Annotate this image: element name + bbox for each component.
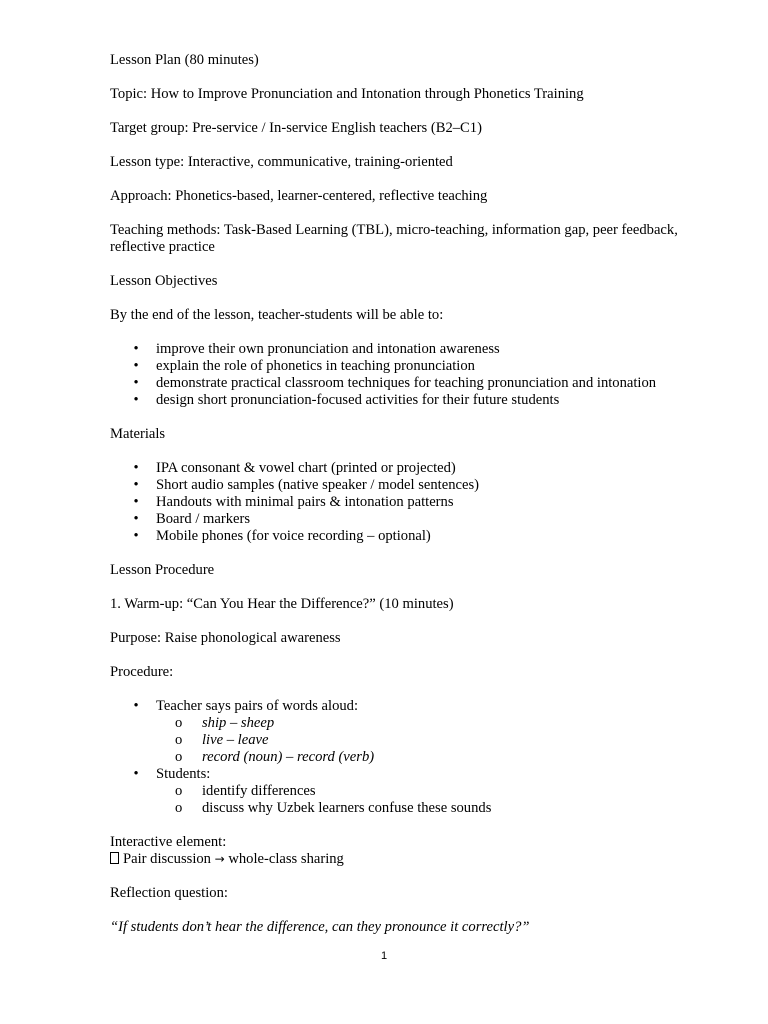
lesson-type-line: Lesson type: Interactive, communicative, training-oriented (110, 154, 453, 170)
bullet-icon: • (133, 766, 139, 782)
list-item (110, 375, 700, 392)
sub-bullet-icon: o (175, 783, 183, 799)
bullet-icon: • (133, 341, 139, 357)
objectives-list (110, 341, 700, 409)
objectives-heading: Lesson Objectives (110, 273, 218, 289)
procedure-list (110, 698, 700, 817)
student-task: discuss why Uzbek learners confuse these sounds (202, 800, 492, 816)
bullet-icon: • (133, 392, 139, 408)
word-pairs-list (156, 715, 700, 766)
bullet-icon: • (133, 511, 139, 527)
list-item (110, 392, 700, 409)
teaching-methods-line: Teaching methods: Task-Based Learning (TBL), micro-teaching, information gap, peer feedback, reflective practice (110, 222, 678, 255)
material-text: Mobile phones (for voice recording – optional) (156, 528, 431, 544)
objectives-intro: By the end of the lesson, teacher-students will be able to: (110, 307, 444, 323)
list-item (110, 766, 700, 817)
bullet-icon: • (133, 494, 139, 510)
page-number: 1 (380, 950, 388, 962)
bullet-icon: • (133, 698, 139, 714)
interactive-part-a: Pair discussion (123, 851, 211, 867)
interactive-part-b: whole-class sharing (228, 851, 344, 867)
list-item (110, 460, 700, 477)
student-tasks-list (156, 783, 700, 817)
sub-bullet-icon: o (175, 749, 183, 765)
bullet-icon: • (133, 460, 139, 476)
sub-bullet-icon: o (175, 715, 183, 731)
purpose-line: Purpose: Raise phonological awareness (110, 630, 341, 646)
sub-bullet-icon: o (175, 800, 183, 816)
materials-heading: Materials (110, 426, 166, 442)
warmup-title: 1. Warm-up: “Can You Hear the Difference?” (10 minutes) (110, 596, 454, 612)
list-item (110, 511, 700, 528)
reflection-label: Reflection question: (110, 885, 228, 901)
procedure-label: Procedure: (110, 664, 174, 680)
bullet-icon: • (133, 358, 139, 374)
procedure-heading: Lesson Procedure (110, 562, 215, 578)
approach-line: Approach: Phonetics-based, learner-centered, reflective teaching (110, 188, 488, 204)
student-task: identify differences (202, 783, 316, 799)
objective-text: design short pronunciation-focused activities for their future students (156, 392, 560, 408)
teacher-item-text: Teacher says pairs of words aloud: (156, 698, 359, 714)
reflection-question: “If students don’t hear the difference, can they pronounce it correctly?” (110, 919, 530, 935)
list-item (110, 494, 700, 511)
interactive-line (110, 851, 700, 868)
material-text: IPA consonant & vowel chart (printed or projected) (156, 460, 456, 476)
topic-line: Topic: How to Improve Pronunciation and Intonation through Phonetics Training (110, 86, 584, 102)
list-item (110, 477, 700, 494)
bullet-icon: • (133, 528, 139, 544)
word-pair: live – leave (202, 732, 269, 748)
bullet-icon: • (133, 477, 139, 493)
list-item (156, 749, 700, 766)
list-item (110, 698, 700, 766)
arrow-right-icon: → (214, 852, 225, 866)
material-text: Short audio samples (native speaker / model sentences) (156, 477, 479, 493)
interactive-label: Interactive element: (110, 834, 227, 850)
list-item (110, 358, 700, 375)
missing-glyph-icon (110, 852, 119, 864)
bullet-icon: • (133, 375, 139, 391)
materials-list (110, 460, 700, 545)
document-page (110, 52, 700, 953)
word-pair: ship – sheep (202, 715, 275, 731)
material-text: Handouts with minimal pairs & intonation patterns (156, 494, 454, 510)
list-item (156, 783, 700, 800)
list-item (156, 800, 700, 817)
list-item (156, 732, 700, 749)
list-item (110, 528, 700, 545)
list-item (156, 715, 700, 732)
lesson-plan-title: Lesson Plan (80 minutes) (110, 52, 259, 68)
target-group-line: Target group: Pre-service / In-service English teachers (B2–C1) (110, 120, 482, 136)
sub-bullet-icon: o (175, 732, 183, 748)
material-text: Board / markers (156, 511, 251, 527)
list-item (110, 341, 700, 358)
objective-text: demonstrate practical classroom techniques for teaching pronunciation and intonation (156, 375, 657, 391)
objective-text: explain the role of phonetics in teaching pronunciation (156, 358, 475, 374)
word-pair: record (noun) – record (verb) (202, 749, 375, 765)
objective-text: improve their own pronunciation and intonation awareness (156, 341, 500, 357)
students-item-text: Students: (156, 766, 211, 782)
